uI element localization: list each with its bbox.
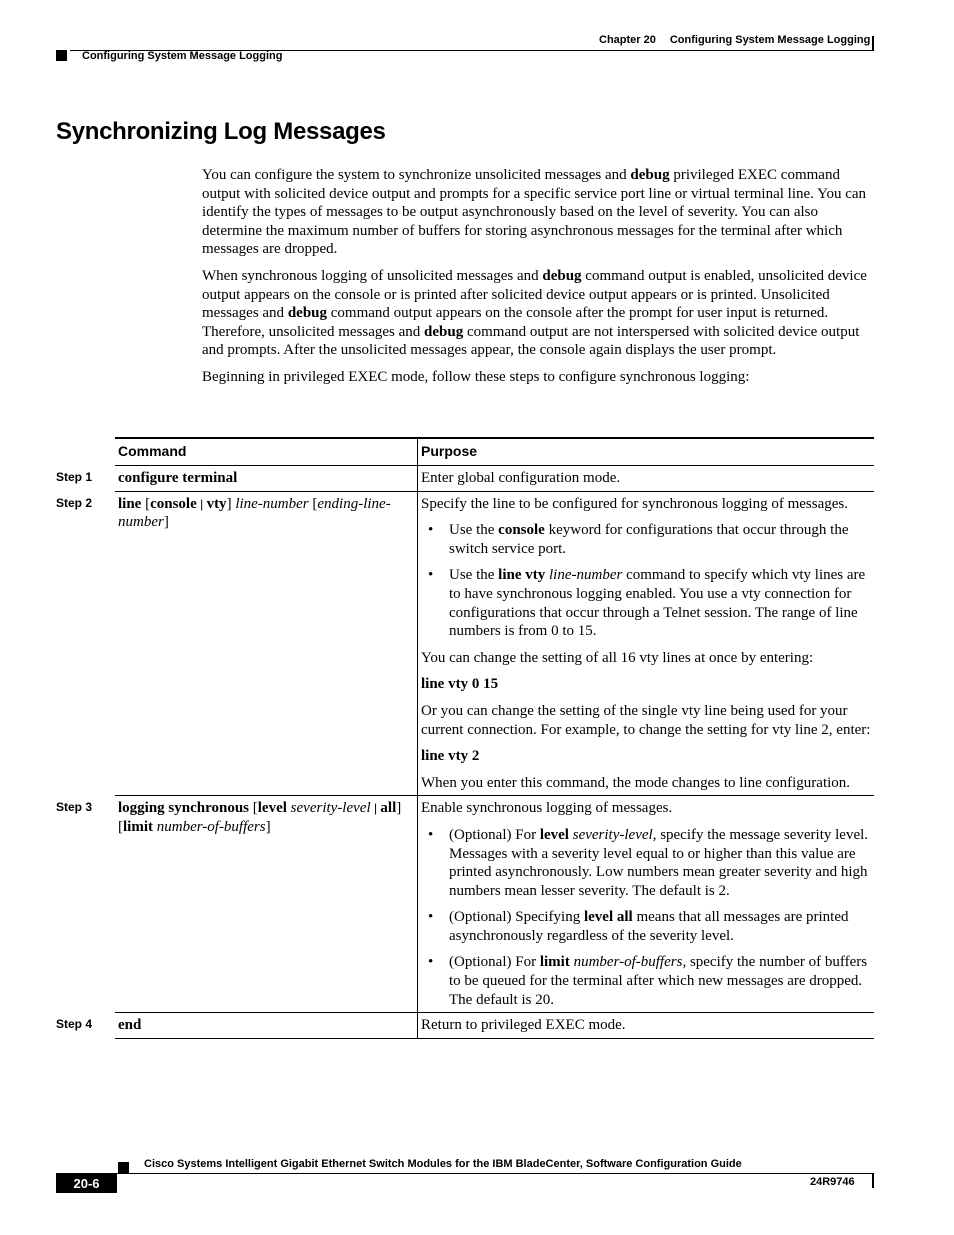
step-3-command-text: logging synchronous [level severity-level | all] [limit number-of-buffers] (118, 800, 402, 835)
step-4-label: Step 4 (56, 1017, 93, 1032)
step-2-purpose (418, 491, 875, 796)
step-2-mode-text: When you enter this command, the mode changes to line configuration. (421, 774, 851, 791)
step-2-all-lines-text: You can change the setting of all 16 vty lines at once by entering: (421, 649, 814, 666)
step-3-bullet-limit: • (Optional) For limit number-of-buffers, specify the number of buffers to be queued for the terminal after which new messages are dropped. The default is 20. (421, 953, 871, 1009)
step-3-purpose (418, 796, 875, 1013)
step-1-command-text: configure terminal (118, 470, 238, 486)
step-2-bullet-console: • Use the console keyword for configurations that occur through the switch service port. (421, 521, 871, 558)
intro-paragraph-2: When synchronous logging of unsolicited messages and debug command output is enabled, unsolicited device output appears on the console or is printed after solicited device output appears or is printed. Unsolicited messages and debug command output appears on the console after the prompt for user input is returned. Therefore, unsolicited messages and debug command output are not interspersed with solicited device output and prompts. After the unsolicited messages appear, the console again displays the user prompt. (202, 267, 867, 359)
table-header-row (115, 438, 874, 466)
step-4-command-text: end (118, 1017, 142, 1034)
step-2-command (56, 491, 418, 796)
step-2-command-text: line [console | vty] line-number [ending-line-number] (118, 495, 391, 531)
step-3-bullet-level-all: • (Optional) Specifying level all means that all messages are printed asynchronously regardless of the severity level. (421, 908, 871, 945)
step-2-all-lines-command: line vty 0 15 (421, 676, 499, 693)
footer-page-number: 20-6 (73, 1176, 100, 1191)
footer-document-title: Cisco Systems Intelligent Gigabit Ethernet Switch Modules for the IBM BladeCenter, Software Configuration Guide (144, 1158, 742, 1170)
header-chapter-title: Configuring System Message Logging (669, 34, 871, 46)
table-row-step-2 (115, 491, 874, 796)
step-3-purpose-intro: Enable synchronous logging of messages. (421, 800, 673, 817)
header-section-title: Configuring System Message Logging (82, 50, 283, 62)
step-2-bullet-list (421, 521, 871, 641)
footer-marker-square (118, 1162, 129, 1173)
header-chapter-number: Chapter 20 (599, 34, 656, 46)
table-row-step-3 (115, 796, 874, 1013)
step-4-purpose: Return to privileged EXEC mode. (418, 1013, 875, 1039)
step-3-bullet-level: • (Optional) For level severity-level, specify the message severity level. Messages with a severity level equal to or higher than this value are printed asynchronously. Low numbers mean greater severity and high numbers mean lesser severity. The default is 2. (421, 826, 871, 900)
intro-paragraph-1: You can configure the system to synchronize unsolicited messages and debug privileged EXEC command output with solicited device output and prompts for a specific service port line or virtual terminal line. You can identify the types of messages to be output asynchronously based on the level of severity. You can also determine the maximum number of buffers for storing asynchronous messages for the terminal after which messages are dropped. (202, 167, 867, 258)
step-1-label: Step 1 (56, 470, 93, 484)
column-header-purpose: Purpose (418, 438, 875, 466)
table-row-step-1 (115, 466, 874, 492)
intro-paragraph-3: Beginning in privileged EXEC mode, follow these steps to configure synchronous logging: (202, 368, 750, 385)
step-3-bullet-list (421, 826, 871, 1009)
step-1-purpose: Enter global configuration mode. (418, 466, 875, 492)
header-marker-square (56, 50, 67, 61)
header-chapter (599, 34, 870, 46)
step-2-bullet-vty: • Use the line vty line-number command to specify which vty lines are to have synchronous logging enabled. You use a vty connection for configurations that occur through a Telnet session. The range of line numbers is from 0 to 15. (421, 566, 871, 640)
table-row-step-4 (115, 1013, 874, 1039)
footer-rule (56, 1173, 874, 1174)
footer-part-number: 24R9746 (810, 1176, 855, 1188)
step-2-single-line-text: Or you can change the setting of the single vty line being used for your current connection. For example, to change the setting for vty line 2, enter: (421, 702, 871, 738)
header-vertical-bar (872, 36, 874, 50)
step-3-command (56, 796, 418, 1013)
intro-text (202, 166, 876, 395)
step-2-label: Step 2 (56, 495, 93, 510)
footer-vertical-bar (872, 1174, 874, 1188)
step-2-purpose-intro: Specify the line to be configured for synchronous logging of messages. (421, 495, 848, 512)
step-3-label: Step 3 (56, 800, 93, 815)
column-header-command: Command (115, 438, 418, 466)
step-1-command (56, 466, 418, 492)
step-4-command (56, 1013, 418, 1039)
steps-table (56, 437, 874, 1039)
page-title: Synchronizing Log Messages (56, 118, 386, 145)
step-2-single-line-command: line vty 2 (421, 748, 480, 765)
